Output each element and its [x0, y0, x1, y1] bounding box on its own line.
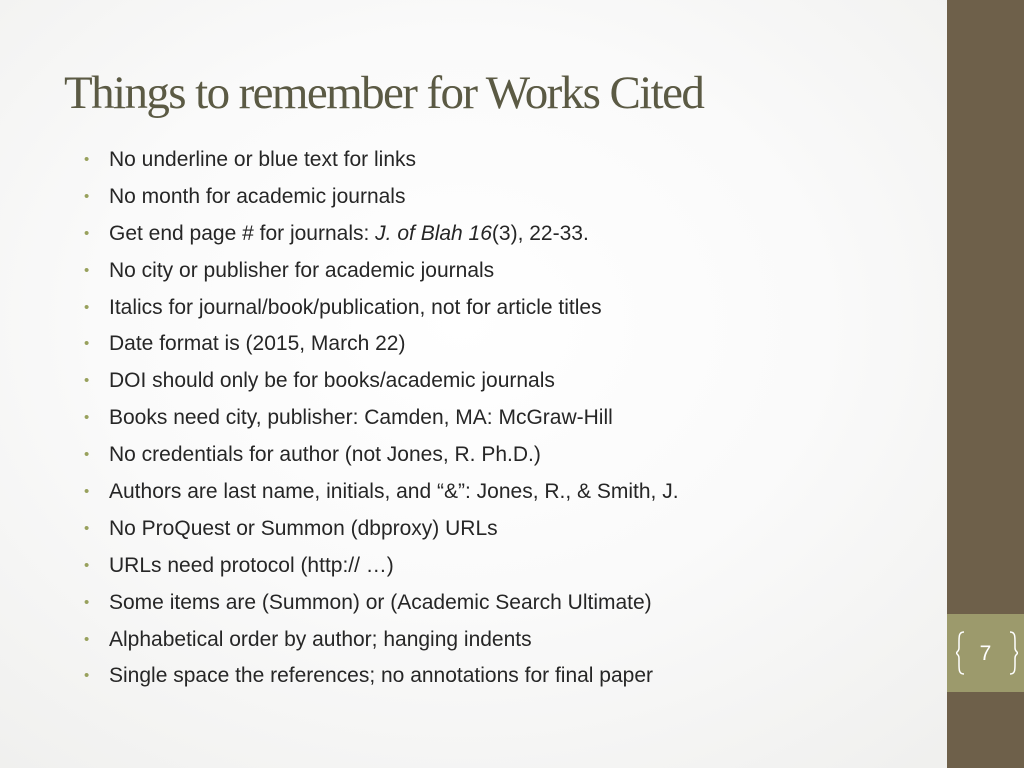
bullet-dot-icon: •	[84, 630, 90, 648]
bullet-text: Books need city, publisher: Camden, MA: McGraw-Hill	[109, 406, 613, 430]
bullet-text: No underline or blue text for links	[109, 148, 416, 171]
bullet-item	[84, 216, 679, 253]
bullet-text: (3), 22-33.	[491, 221, 589, 245]
bullet-text-italic: J. of Blah 16	[375, 221, 492, 245]
bullet-text: Authors are last name, initials, and “&”: Jones, R., & Smith, J.	[109, 480, 679, 504]
bullet-item	[84, 290, 679, 327]
bullet-text: DOI should only be for books/academic journals	[109, 369, 555, 393]
bullet-text: Alphabetical order by author; hanging indents	[109, 627, 532, 651]
bullet-dot-icon: •	[84, 372, 90, 390]
bullet-dot-icon: •	[84, 261, 90, 279]
bullet-item	[84, 326, 679, 363]
page-number: 7	[979, 642, 992, 665]
bullet-text: Date format is (2015, March 22)	[109, 332, 406, 356]
bullet-dot-icon: •	[84, 483, 90, 501]
bullet-dot-icon: •	[84, 151, 90, 168]
bullet-dot-icon: •	[84, 446, 90, 464]
bullet-item	[84, 474, 679, 511]
bullet-text: No credentials for author (not Jones, R. Ph.D.)	[109, 443, 541, 467]
bullet-item	[84, 400, 679, 437]
bullet-text: Italics for journal/book/publication, not for article titles	[109, 295, 602, 319]
bullet-dot-icon: •	[84, 298, 90, 316]
bullet-dot-icon: •	[84, 335, 90, 353]
bullet-list	[84, 142, 679, 695]
bullet-item	[84, 548, 679, 585]
bullet-dot-icon: •	[84, 519, 90, 537]
bullet-item	[84, 622, 679, 659]
bullet-item	[84, 142, 679, 179]
bullet-text: No city or publisher for academic journals	[109, 258, 495, 282]
slide-title: Things to remember for Works Cited	[64, 67, 704, 119]
bullet-item	[84, 511, 679, 548]
bullet-item	[84, 363, 679, 400]
bullet-text: Some items are (Summon) or (Academic Search Ultimate)	[109, 590, 652, 614]
bullet-item	[84, 658, 679, 695]
bullet-item	[84, 179, 679, 216]
bullet-text: Single space the references; no annotations for final paper	[109, 664, 654, 688]
bullet-dot-icon: •	[84, 409, 90, 427]
bullet-text: URLs need protocol (http:// …)	[109, 553, 394, 577]
bullet-dot-icon: •	[84, 667, 90, 685]
bullet-dot-icon: •	[84, 224, 90, 242]
bullet-text: No ProQuest or Summon (dbproxy) URLs	[109, 516, 498, 540]
bullet-text: No month for academic journals	[109, 184, 406, 208]
bullet-item	[84, 253, 679, 290]
bullet-dot-icon: •	[84, 556, 90, 574]
bullet-item	[84, 585, 679, 622]
bullet-text: Get end page # for journals:	[109, 221, 376, 245]
bullet-item	[84, 437, 679, 474]
bullet-dot-icon: •	[84, 187, 90, 205]
bullet-dot-icon: •	[84, 593, 90, 611]
